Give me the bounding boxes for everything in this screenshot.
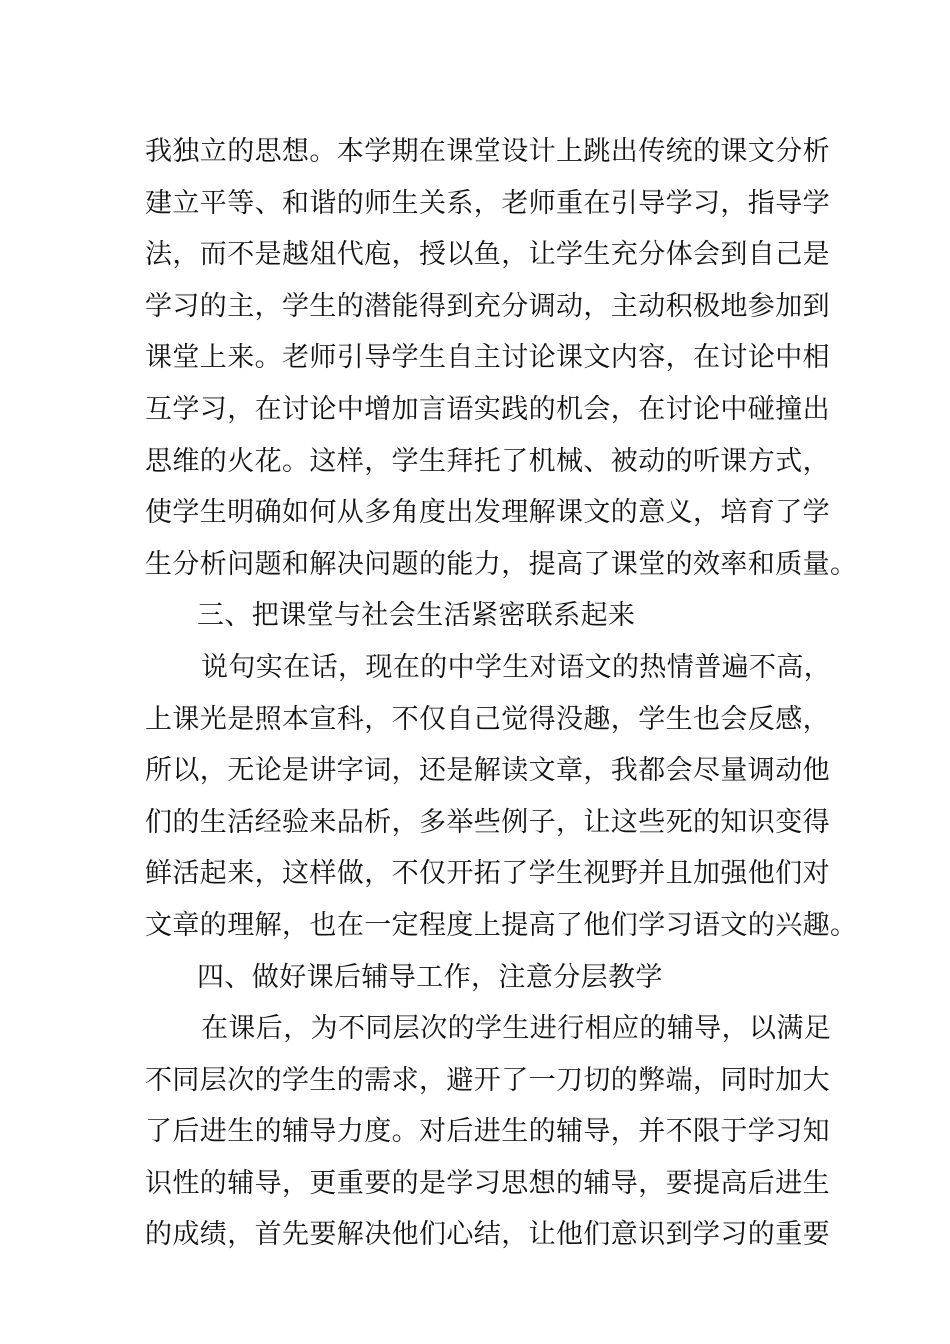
text-line: 我独立的思想。本学期在课堂设计上跳出传统的课文分析 [145, 136, 830, 167]
text-line: 学习的主，学生的潜能得到充分调动，主动积极地参加到 [145, 290, 830, 322]
text-line: 生分析问题和解决问题的能力，提高了课堂的效率和质量。 [145, 548, 858, 580]
text-line: 了后进生的辅导力度。对后进生的辅导，并不限于学习知 [145, 1116, 830, 1148]
text-line: 法，而不是越俎代庖，授以鱼，让学生充分体会到自己是 [145, 239, 830, 271]
text-line: 思维的火花。这样，学生拜托了机械、被动的听课方式， [145, 445, 830, 477]
text-line: 课堂上来。老师引导学生自主讨论课文内容，在讨论中相 [145, 342, 830, 374]
paragraph-first-line: 在课后，为不同层次的学生进行相应的辅导，以满足 [201, 1013, 832, 1045]
section-heading-3: 三、把课堂与社会生活紧密联系起来 [197, 600, 636, 632]
text-line: 鲜活起来，这样做，不仅开拓了学生视野并且加强他们对 [145, 858, 830, 890]
section-heading-4: 四、做好课后辅导工作，注意分层教学 [197, 961, 663, 993]
paragraph-first-line: 说句实在话，现在的中学生对语文的热情普遍不高， [201, 651, 832, 683]
text-line: 不同层次的学生的需求，避开了一刀切的弊端，同时加大 [145, 1064, 830, 1096]
text-line: 识性的辅导，更重要的是学习思想的辅导，要提高后进生 [145, 1167, 830, 1199]
text-line: 所以，无论是讲字词，还是解读文章，我都会尽量调动他 [145, 755, 830, 787]
text-line: 互学习，在讨论中增加言语实践的机会，在讨论中碰撞出 [145, 393, 830, 425]
text-line: 使学生明确如何从多角度出发理解课文的意义，培育了学 [145, 497, 830, 529]
text-line: 建立平等、和谐的师生关系，老师重在引导学习，指导学 [145, 187, 830, 219]
text-line: 的成绩，首先要解决他们心结，让他们意识到学习的重要 [145, 1219, 830, 1251]
text-line: 上课光是照本宣科，不仅自己觉得没趣，学生也会反感， [145, 703, 830, 735]
text-line: 文章的理解，也在一定程度上提高了他们学习语文的兴趣。 [145, 909, 858, 941]
text-line: 们的生活经验来品析，多举些例子，让这些死的知识变得 [145, 806, 830, 838]
body-text [145, 126, 858, 1261]
